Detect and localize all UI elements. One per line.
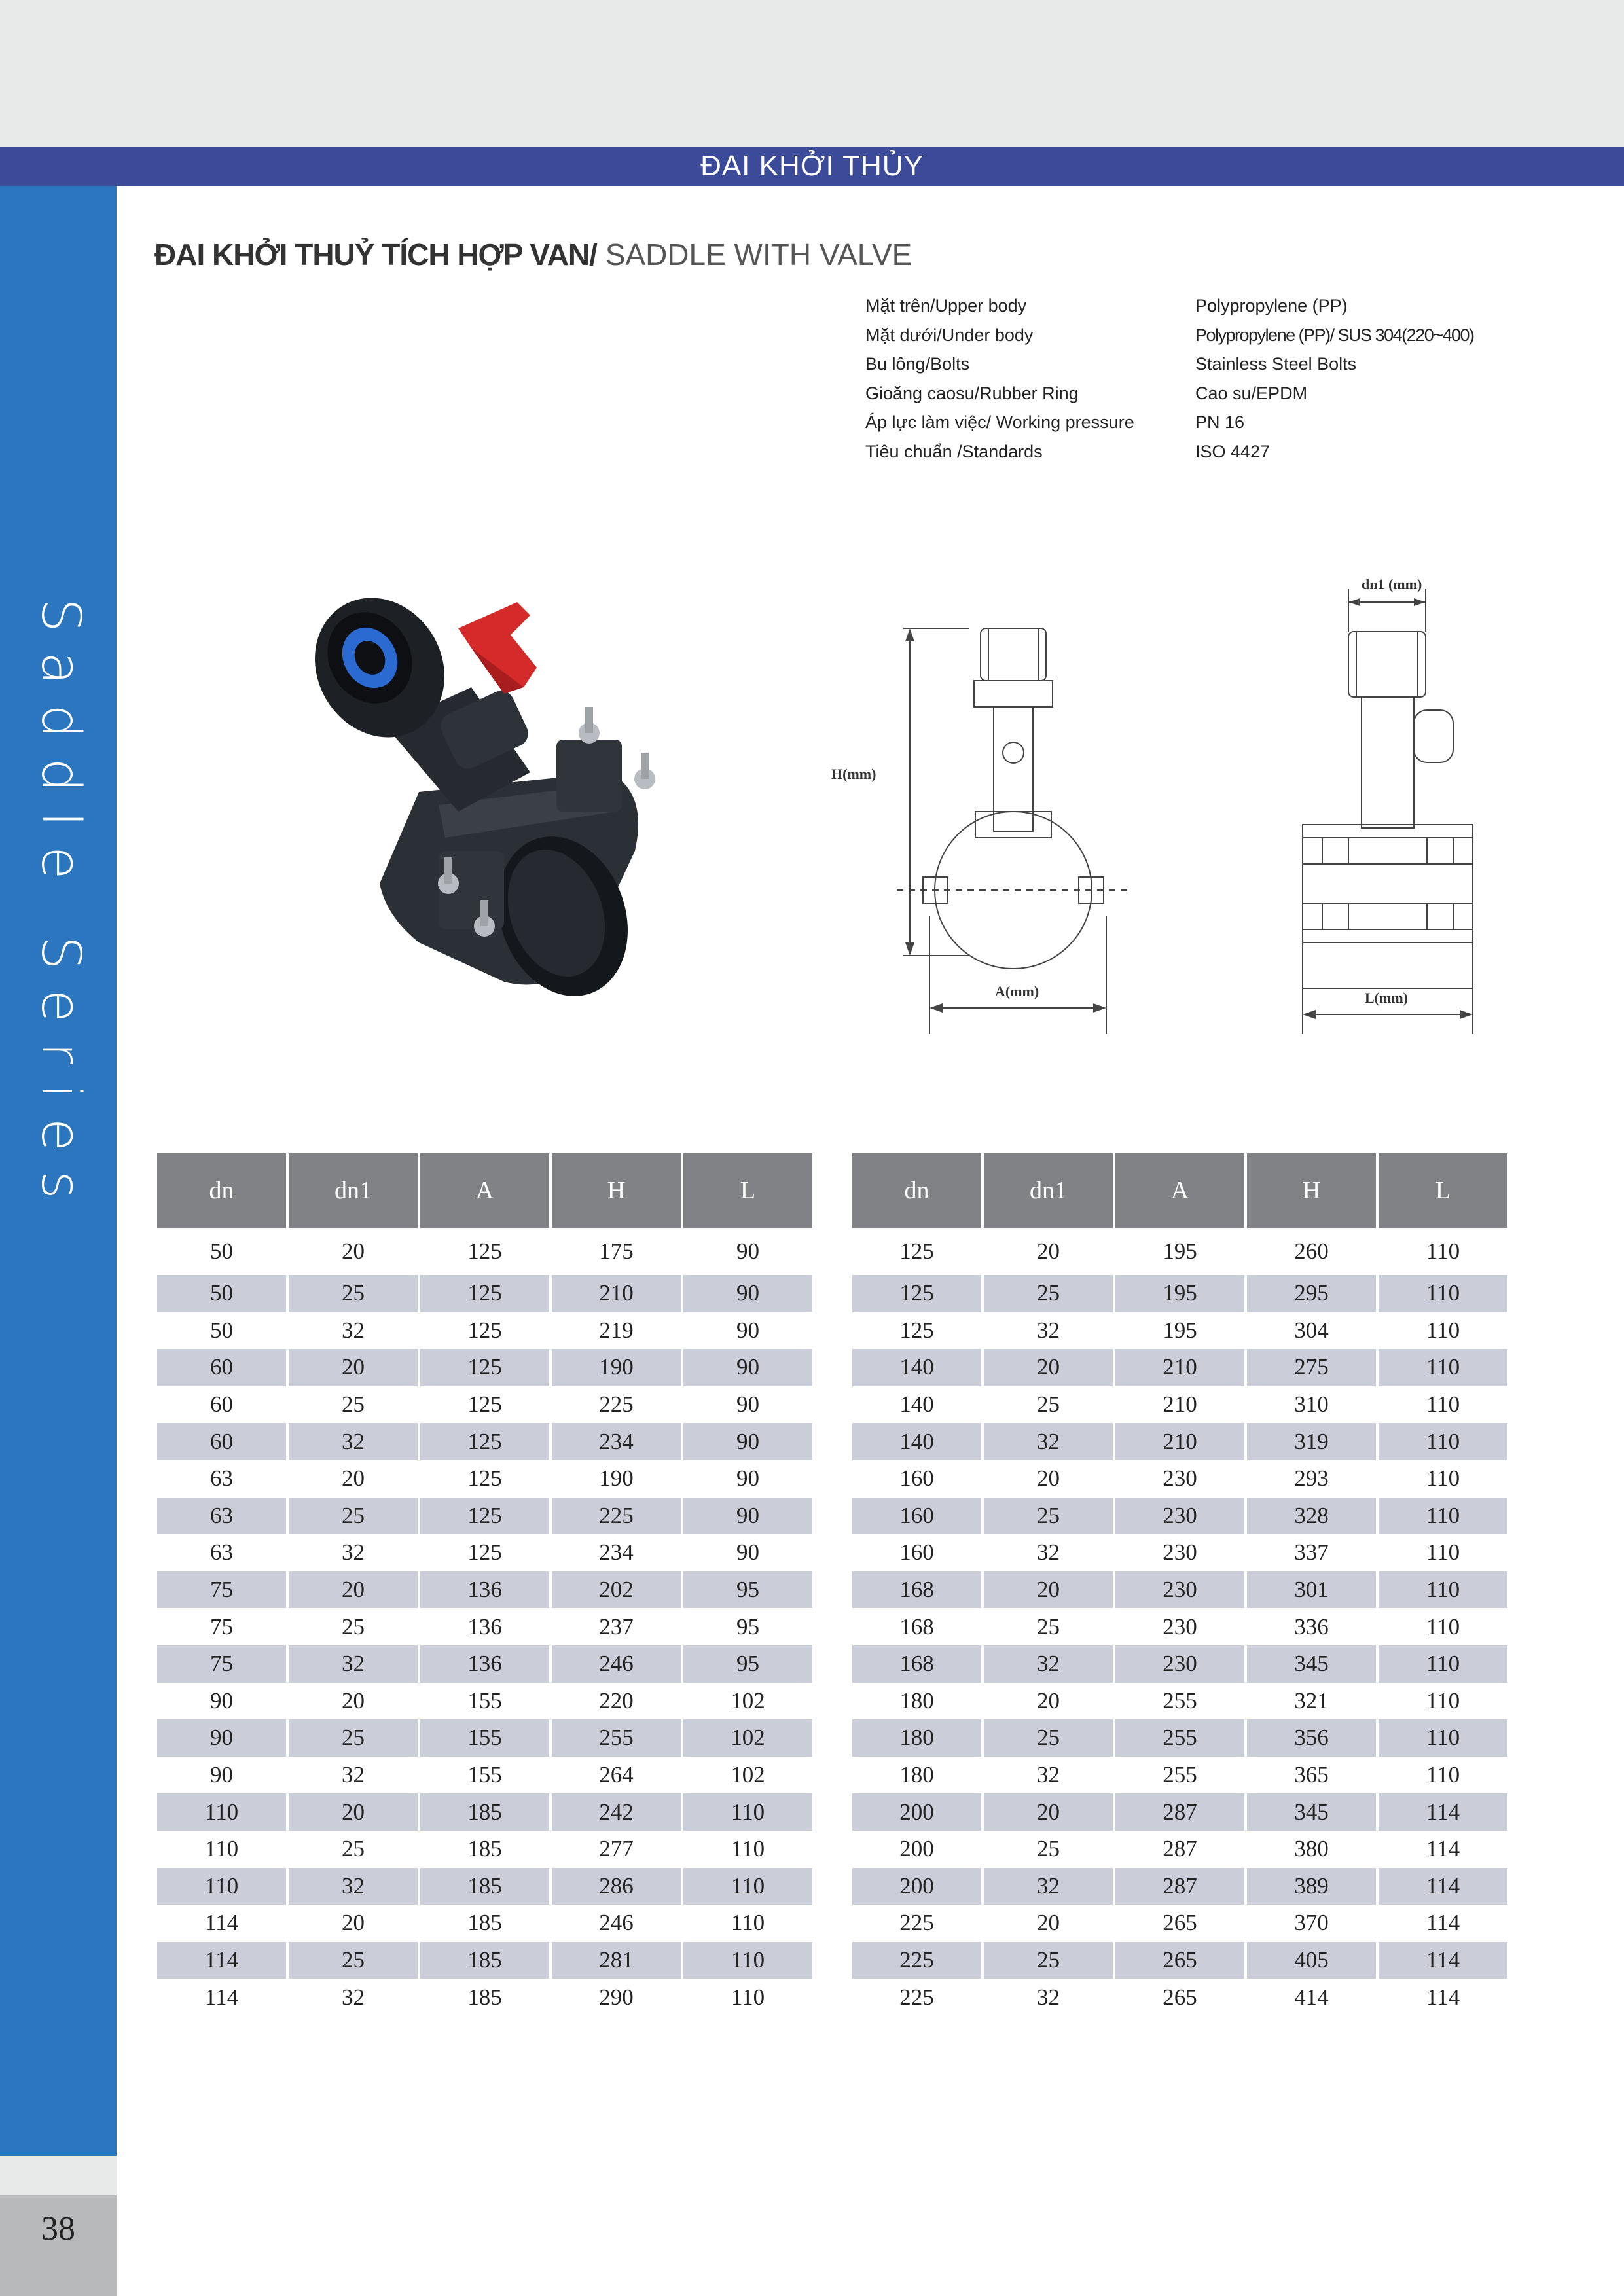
column-header: dn1: [289, 1153, 418, 1228]
table-cell: 20: [1037, 1238, 1060, 1264]
table-cell: 110: [1426, 1465, 1460, 1492]
table-cell: 230: [1163, 1465, 1197, 1492]
table-cell: 160: [852, 1498, 981, 1535]
table-cell: 255: [1115, 1719, 1244, 1757]
product-title-en: SADDLE WITH VALVE: [596, 238, 912, 272]
front-dimension-drawing: [831, 589, 1132, 1047]
table-cell: 110: [683, 1868, 812, 1905]
table-cell: 75: [157, 1645, 286, 1683]
table-cell: 90: [736, 1539, 759, 1566]
table-row: [852, 1534, 1507, 1571]
table-cell: 20: [289, 1349, 418, 1386]
table-cell: 277: [599, 1836, 634, 1862]
table-cell: 32: [1037, 1317, 1060, 1343]
column-header: H: [552, 1153, 681, 1228]
table-cell: 185: [420, 1868, 549, 1905]
table-header-row: [157, 1153, 812, 1228]
table-cell: 160: [899, 1539, 934, 1566]
table-cell: 337: [1294, 1539, 1329, 1566]
table-cell: 20: [342, 1910, 365, 1936]
spec-label: Mặt trên/Upper body: [865, 296, 1027, 315]
table-cell: 110: [731, 1836, 765, 1862]
table-cell: 225: [899, 1984, 934, 2010]
table-cell: 185: [467, 1984, 502, 2010]
table-cell: 370: [1294, 1910, 1329, 1936]
table-row: [852, 1608, 1507, 1645]
table-row: [157, 1498, 812, 1535]
table-cell: 90: [736, 1391, 759, 1418]
table-cell: 110: [157, 1868, 286, 1905]
table-cell: 319: [1247, 1423, 1376, 1460]
table-row: [852, 1757, 1507, 1794]
table-cell: 225: [899, 1910, 934, 1936]
table-cell: 90: [736, 1465, 759, 1492]
table-cell: 20: [984, 1349, 1113, 1386]
table-cell: 287: [1115, 1793, 1244, 1831]
table-row: [157, 1228, 812, 1275]
table-row: [852, 1793, 1507, 1831]
sidebar: [0, 186, 117, 2156]
table-cell: 90: [210, 1762, 233, 1788]
table-cell: 110: [731, 1984, 765, 2010]
table-cell: 110: [1379, 1423, 1507, 1460]
table-cell: 255: [552, 1719, 681, 1757]
table-cell: 190: [552, 1349, 681, 1386]
table-row: [852, 1905, 1507, 1942]
table-cell: 125: [852, 1275, 981, 1312]
table-row: [852, 1942, 1507, 1979]
table-cell: 114: [157, 1942, 286, 1979]
table-cell: 110: [1426, 1613, 1460, 1640]
table-cell: 114: [1426, 1836, 1460, 1862]
table-cell: 110: [204, 1836, 239, 1862]
table-cell: 365: [1294, 1762, 1329, 1788]
table-cell: 102: [731, 1687, 765, 1713]
table-cell: 110: [683, 1793, 812, 1831]
table-cell: 219: [599, 1317, 634, 1343]
table-row: [157, 1979, 812, 2016]
table-cell: 234: [552, 1423, 681, 1460]
table-cell: 20: [984, 1571, 1113, 1609]
table-row: [852, 1683, 1507, 1720]
table-cell: 110: [1379, 1571, 1507, 1609]
table-row: [157, 1683, 812, 1720]
column-header: A: [1115, 1153, 1244, 1228]
table-row: [157, 1757, 812, 1794]
table-cell: 125: [467, 1317, 502, 1343]
table-cell: 246: [599, 1910, 634, 1936]
product-title: [154, 237, 912, 272]
table-cell: 110: [1379, 1645, 1507, 1683]
spec-value: Polypropylene (PP)/ SUS 304(220~400): [1195, 325, 1474, 345]
table-row: [157, 1645, 812, 1683]
table-cell: 75: [157, 1571, 286, 1609]
table-row: [157, 1571, 812, 1609]
table-cell: 50: [210, 1317, 233, 1343]
table-row: [157, 1831, 812, 1868]
table-cell: 110: [1379, 1719, 1507, 1757]
table-cell: 114: [1379, 1868, 1507, 1905]
table-cell: 180: [852, 1719, 981, 1757]
table-cell: 389: [1247, 1868, 1376, 1905]
table-cell: 90: [157, 1719, 286, 1757]
table-cell: 50: [157, 1275, 286, 1312]
table-cell: 168: [852, 1571, 981, 1609]
table-cell: 90: [683, 1498, 812, 1535]
column-header: H: [1247, 1153, 1376, 1228]
table-row: [157, 1312, 812, 1350]
top-band: [0, 0, 1624, 147]
table-cell: 220: [599, 1687, 634, 1713]
table-cell: 20: [1037, 1910, 1060, 1936]
spec-label: Bu lông/Bolts: [865, 354, 970, 374]
table-cell: 20: [289, 1571, 418, 1609]
table-cell: 125: [899, 1317, 934, 1343]
table-cell: 136: [420, 1571, 549, 1609]
table-cell: 237: [599, 1613, 634, 1640]
table-cell: 25: [1037, 1836, 1060, 1862]
table-row: [852, 1645, 1507, 1683]
table-cell: 345: [1247, 1793, 1376, 1831]
table-cell: 110: [1426, 1762, 1460, 1788]
table-cell: 20: [342, 1465, 365, 1492]
table-cell: 225: [852, 1942, 981, 1979]
table-cell: 185: [467, 1910, 502, 1936]
spec-value: Polypropylene (PP): [1195, 296, 1348, 315]
table-cell: 32: [984, 1868, 1113, 1905]
table-cell: 90: [736, 1317, 759, 1343]
table-cell: 230: [1163, 1539, 1197, 1566]
spec-label: Mặt dưới/Under body: [865, 325, 1034, 345]
table-cell: 20: [342, 1687, 365, 1713]
spec-value: PN 16: [1195, 412, 1245, 432]
table-cell: 114: [1379, 1793, 1507, 1831]
table-cell: 90: [736, 1238, 759, 1264]
table-row: [852, 1498, 1507, 1535]
l-dimension-label: L(mm): [1365, 990, 1408, 1006]
table-cell: 255: [1163, 1687, 1197, 1713]
table-cell: 180: [899, 1762, 934, 1788]
table-cell: 110: [157, 1793, 286, 1831]
table-row: [157, 1423, 812, 1460]
table-cell: 90: [210, 1687, 233, 1713]
sidebar-gap: [0, 2156, 117, 2195]
dimension-table-right: [850, 1153, 1510, 2016]
table-cell: 25: [1037, 1613, 1060, 1640]
table-row: [852, 1719, 1507, 1757]
table-cell: 140: [852, 1349, 981, 1386]
table-cell: 110: [1426, 1391, 1460, 1418]
table-row: [852, 1386, 1507, 1424]
table-row: [157, 1386, 812, 1424]
table-cell: 25: [984, 1719, 1113, 1757]
table-cell: 110: [731, 1910, 765, 1936]
table-cell: 185: [420, 1942, 549, 1979]
column-header: dn: [852, 1153, 981, 1228]
table-cell: 185: [467, 1836, 502, 1862]
table-cell: 90: [683, 1275, 812, 1312]
table-cell: 356: [1247, 1719, 1376, 1757]
spec-value: ISO 4427: [1195, 441, 1271, 461]
table-cell: 230: [1115, 1645, 1244, 1683]
table-cell: 102: [683, 1719, 812, 1757]
table-cell: 310: [1294, 1391, 1329, 1418]
table-cell: 125: [467, 1465, 502, 1492]
table-cell: 281: [552, 1942, 681, 1979]
table-row: [157, 1534, 812, 1571]
table-cell: 95: [736, 1613, 759, 1640]
table-cell: 32: [984, 1423, 1113, 1460]
table-cell: 32: [342, 1539, 365, 1566]
table-cell: 210: [1115, 1423, 1244, 1460]
dn1-dimension-label: dn1 (mm): [1362, 576, 1422, 592]
table-cell: 200: [852, 1793, 981, 1831]
table-cell: 287: [1115, 1868, 1244, 1905]
table-row: [852, 1312, 1507, 1350]
table-row: [157, 1608, 812, 1645]
h-dimension-label: H(mm): [831, 766, 876, 782]
table-row: [852, 1460, 1507, 1498]
table-cell: 225: [599, 1391, 634, 1418]
table-cell: 114: [1426, 1984, 1460, 2010]
table-cell: 110: [1426, 1539, 1460, 1566]
table-row: [852, 1423, 1507, 1460]
table-cell: 168: [852, 1645, 981, 1683]
table-cell: 114: [204, 1910, 239, 1936]
table-cell: 110: [1426, 1238, 1460, 1264]
spec-value: Cao su/EPDM: [1195, 383, 1308, 403]
table-cell: 110: [683, 1942, 812, 1979]
table-cell: 114: [1379, 1942, 1507, 1979]
column-header: A: [420, 1153, 549, 1228]
table-cell: 60: [210, 1391, 233, 1418]
table-cell: 114: [204, 1984, 239, 2010]
table-cell: 25: [984, 1275, 1113, 1312]
product-title-vn: ĐAI KHỞI THUỶ TÍCH HỢP VAN/: [154, 238, 597, 272]
table-cell: 265: [1163, 1984, 1197, 2010]
table-cell: 50: [210, 1238, 233, 1264]
table-cell: 25: [984, 1942, 1113, 1979]
table-cell: 60: [157, 1423, 286, 1460]
table-cell: 200: [899, 1836, 934, 1862]
table-cell: 286: [552, 1868, 681, 1905]
table-cell: 195: [1163, 1317, 1197, 1343]
table-cell: 155: [467, 1687, 502, 1713]
table-cell: 110: [1426, 1317, 1460, 1343]
table-cell: 125: [420, 1423, 549, 1460]
column-header: L: [683, 1153, 812, 1228]
spec-label: Tiêu chuẩn /Standards: [865, 441, 1043, 461]
table-cell: 25: [289, 1275, 418, 1312]
spec-label: Áp lực làm việc/ Working pressure: [865, 412, 1134, 432]
table-cell: 32: [342, 1762, 365, 1788]
table-cell: 95: [683, 1571, 812, 1609]
table-row: [157, 1275, 812, 1312]
a-dimension-label: A(mm): [995, 983, 1039, 999]
table-cell: 155: [467, 1762, 502, 1788]
table-cell: 265: [1163, 1910, 1197, 1936]
table-row: [852, 1571, 1507, 1609]
table-cell: 230: [1115, 1498, 1244, 1535]
table-cell: 75: [210, 1613, 233, 1640]
table-cell: 125: [420, 1275, 549, 1312]
table-row: [852, 1868, 1507, 1905]
table-cell: 210: [552, 1275, 681, 1312]
table-cell: 295: [1247, 1275, 1376, 1312]
table-row: [157, 1942, 812, 1979]
table-cell: 20: [984, 1793, 1113, 1831]
table-cell: 110: [1379, 1349, 1507, 1386]
table-cell: 136: [467, 1613, 502, 1640]
table-cell: 32: [289, 1868, 418, 1905]
table-cell: 32: [984, 1645, 1113, 1683]
table-cell: 63: [157, 1498, 286, 1535]
table-cell: 110: [1426, 1687, 1460, 1713]
table-cell: 336: [1294, 1613, 1329, 1640]
table-cell: 32: [342, 1984, 365, 2010]
table-cell: 405: [1247, 1942, 1376, 1979]
table-row: [157, 1793, 812, 1831]
table-cell: 293: [1294, 1465, 1329, 1492]
table-cell: 136: [420, 1645, 549, 1683]
table-row: [852, 1979, 1507, 2016]
table-cell: 301: [1247, 1571, 1376, 1609]
column-header: L: [1379, 1153, 1507, 1228]
table-cell: 275: [1247, 1349, 1376, 1386]
table-cell: 414: [1294, 1984, 1329, 2010]
table-cell: 225: [552, 1498, 681, 1535]
table-cell: 246: [552, 1645, 681, 1683]
table-cell: 255: [1163, 1762, 1197, 1788]
table-cell: 125: [420, 1349, 549, 1386]
table-cell: 25: [289, 1942, 418, 1979]
table-cell: 102: [731, 1762, 765, 1788]
table-cell: 200: [852, 1868, 981, 1905]
table-cell: 110: [1379, 1275, 1507, 1312]
table-cell: 190: [599, 1465, 634, 1492]
column-header: dn: [157, 1153, 286, 1228]
table-cell: 20: [289, 1793, 418, 1831]
table-cell: 20: [1037, 1687, 1060, 1713]
table-cell: 264: [599, 1762, 634, 1788]
product-photo: [308, 576, 740, 1021]
table-cell: 125: [420, 1498, 549, 1535]
spec-value: Stainless Steel Bolts: [1195, 354, 1357, 374]
table-row: [157, 1905, 812, 1942]
side-dimension-drawing: [1283, 569, 1492, 1041]
section-header: ĐAI KHỞI THỦY: [0, 147, 1624, 186]
table-cell: 32: [289, 1423, 418, 1460]
sidebar-series-label: Saddle Series: [29, 598, 92, 1219]
table-cell: 32: [1037, 1984, 1060, 2010]
table-cell: 175: [599, 1238, 634, 1264]
table-cell: 114: [1426, 1910, 1460, 1936]
table-cell: 63: [210, 1539, 233, 1566]
table-cell: 125: [467, 1391, 502, 1418]
dimension-table-left: [154, 1153, 815, 2016]
table-cell: 20: [342, 1238, 365, 1264]
table-cell: 32: [289, 1645, 418, 1683]
table-cell: 32: [342, 1317, 365, 1343]
table-cell: 180: [899, 1687, 934, 1713]
table-cell: 110: [1379, 1498, 1507, 1535]
table-cell: 63: [210, 1465, 233, 1492]
table-cell: 25: [342, 1836, 365, 1862]
table-cell: 155: [420, 1719, 549, 1757]
table-cell: 90: [683, 1423, 812, 1460]
table-cell: 290: [599, 1984, 634, 2010]
table-cell: 304: [1294, 1317, 1329, 1343]
table-cell: 32: [1037, 1539, 1060, 1566]
table-row: [157, 1868, 812, 1905]
table-cell: 140: [899, 1391, 934, 1418]
table-cell: 345: [1247, 1645, 1376, 1683]
table-row: [852, 1228, 1507, 1275]
table-cell: 125: [899, 1238, 934, 1264]
table-cell: 328: [1247, 1498, 1376, 1535]
table-cell: 202: [552, 1571, 681, 1609]
table-cell: 265: [1115, 1942, 1244, 1979]
table-cell: 230: [1163, 1613, 1197, 1640]
table-cell: 287: [1163, 1836, 1197, 1862]
table-cell: 195: [1163, 1238, 1197, 1264]
table-cell: 230: [1115, 1571, 1244, 1609]
table-cell: 25: [342, 1391, 365, 1418]
table-cell: 20: [1037, 1465, 1060, 1492]
column-header: dn1: [984, 1153, 1113, 1228]
table-cell: 321: [1294, 1687, 1329, 1713]
table-row: [852, 1275, 1507, 1312]
table-cell: 168: [899, 1613, 934, 1640]
table-cell: 25: [984, 1498, 1113, 1535]
table-cell: 140: [852, 1423, 981, 1460]
table-cell: 125: [467, 1238, 502, 1264]
table-row: [852, 1831, 1507, 1868]
table-cell: 125: [467, 1539, 502, 1566]
table-cell: 195: [1115, 1275, 1244, 1312]
table-cell: 380: [1294, 1836, 1329, 1862]
table-cell: 25: [289, 1498, 418, 1535]
table-row: [852, 1349, 1507, 1386]
table-cell: 25: [289, 1719, 418, 1757]
table-cell: 25: [342, 1613, 365, 1640]
spec-label: Gioăng caosu/Rubber Ring: [865, 383, 1079, 403]
table-cell: 234: [599, 1539, 634, 1566]
page-number: 38: [0, 2195, 117, 2296]
table-cell: 210: [1163, 1391, 1197, 1418]
table-cell: 25: [1037, 1391, 1060, 1418]
table-header-row: [852, 1153, 1507, 1228]
table-cell: 242: [552, 1793, 681, 1831]
table-cell: 185: [420, 1793, 549, 1831]
table-row: [157, 1719, 812, 1757]
table-cell: 210: [1115, 1349, 1244, 1386]
table-row: [157, 1460, 812, 1498]
table-cell: 32: [1037, 1762, 1060, 1788]
table-cell: 90: [683, 1349, 812, 1386]
table-cell: 160: [899, 1465, 934, 1492]
table-cell: 260: [1294, 1238, 1329, 1264]
table-cell: 95: [683, 1645, 812, 1683]
table-cell: 60: [157, 1349, 286, 1386]
table-row: [157, 1349, 812, 1386]
